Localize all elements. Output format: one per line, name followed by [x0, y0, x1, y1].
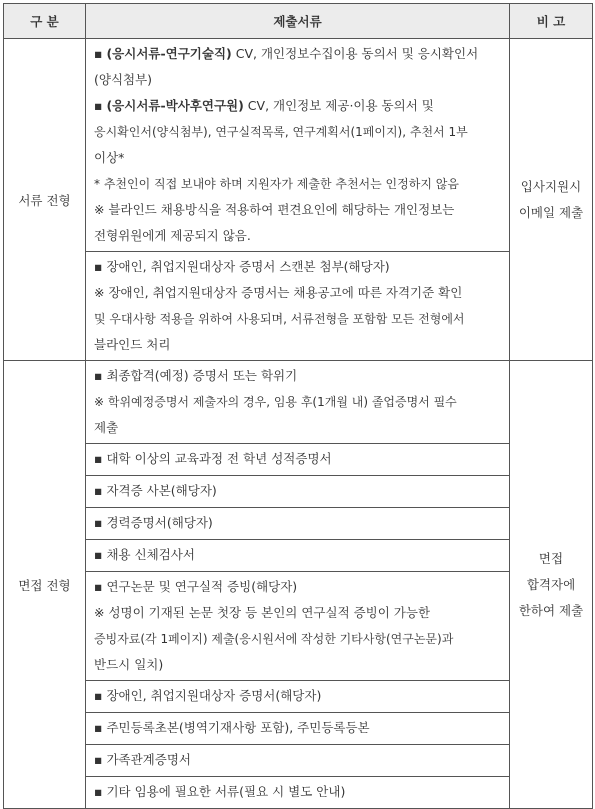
header-documents: 제출서류 [86, 4, 510, 39]
interview-item: ▪ 기타 임용에 필요한 서류(필요 시 별도 안내) [86, 777, 510, 809]
table-row [4, 745, 593, 777]
table-header-row [4, 4, 593, 39]
remark-interview: 면접 합격자에 한하여 제출 [510, 361, 593, 809]
category-interview: 면접 전형 [4, 361, 86, 809]
interview-item: ▪ 대학 이상의 교육과정 전 학년 성적증명서 [86, 444, 510, 476]
table-row [4, 252, 593, 361]
table-row [4, 777, 593, 809]
interview-item: ▪ 장애인, 취업지원대상자 증명서(해당자) [86, 681, 510, 713]
interview-item: ▪ 경력증명서(해당자) [86, 508, 510, 540]
table-row [4, 540, 593, 572]
item-note: 전형위원에게 제공되지 않음. [94, 228, 251, 243]
table-row [4, 476, 593, 508]
table-row [4, 361, 593, 444]
table-row [4, 508, 593, 540]
interview-item: ▪ 채용 신체검사서 [86, 540, 510, 572]
category-doc-review: 서류 전형 [4, 39, 86, 361]
table-row [4, 713, 593, 745]
remark-doc-review: 입사지원시 이메일 제출 [510, 39, 593, 361]
document-table [3, 3, 593, 809]
item-bold-label: (응시서류-연구기술직) [106, 46, 232, 61]
item-bold-label: (응시서류-박사후연구원) [106, 98, 244, 113]
interview-item: ▪ 가족관계증명서 [86, 745, 510, 777]
interview-item: ▪ 최종합격(예정) 증명서 또는 학위기 ※ 학위예정증명서 제출자의 경우, 임용 후(1개월 내) 졸업증명서 필수 제출 [86, 361, 510, 444]
interview-item: ▪ 주민등록초본(병역기재사항 포함), 주민등록등본 [86, 713, 510, 745]
table-row [4, 39, 593, 252]
item-text: (양식첨부) [94, 72, 153, 87]
header-category: 구 분 [4, 4, 86, 39]
table-row [4, 444, 593, 476]
header-remarks: 비 고 [510, 4, 593, 39]
table-row [4, 572, 593, 681]
item-note: * 추천인이 직접 보내야 하며 지원자가 제출한 추천서는 인정하지 않음 [94, 177, 459, 191]
doc-review-item-2: ▪ 장애인, 취업지원대상자 증명서 스캔본 첨부(해당자) ※ 장애인, 취업지원대상자 증명서는 채용공고에 따른 자격기준 확인 및 우대사항 적용을 위하여 사용되며, 서류전형을 포함함 모든 전형에서 블라인드 처리 [86, 252, 510, 361]
item-text: CV, 개인정보 제공·이용 동의서 및 [243, 98, 434, 113]
item-text: 이상* [94, 150, 125, 165]
item-text: CV, 개인정보수집이용 동의서 및 응시확인서 [231, 46, 479, 61]
table-row [4, 681, 593, 713]
doc-review-item-1: ▪ (응시서류-연구기술직) CV, 개인정보수집이용 동의서 및 응시확인서 (양식첨부) ▪ (응시서류-박사후연구원) CV, 개인정보 제공·이용 동의서 및 응시확인서(양식첨부), 연구실적목록, 연구계획서(1페이지), 추천서 1부 이상* * 추천인이 직접 보내야 하며 지원자가 제출한 추천서는 인정하지 않음 ※ 블라인드 채용방식을 적용하여 편견요인에 해당하는 개인정보는 전형위원에게 제공되지 않음. [86, 39, 510, 252]
item-note: ※ 블라인드 채용방식을 적용하여 편견요인에 해당하는 개인정보는 [94, 202, 455, 217]
interview-item: ▪ 자격증 사본(해당자) [86, 476, 510, 508]
item-text: 응시확인서(양식첨부), 연구실적목록, 연구계획서(1페이지), 추천서 1부 [94, 125, 468, 139]
interview-item: ▪ 연구논문 및 연구실적 증빙(해당자) ※ 성명이 기재된 논문 첫장 등 본인의 연구실적 증빙이 가능한 증빙자료(각 1페이지) 제출(응시원서에 작성한 기타사항(연구논문)과 반드시 일치) [86, 572, 510, 681]
